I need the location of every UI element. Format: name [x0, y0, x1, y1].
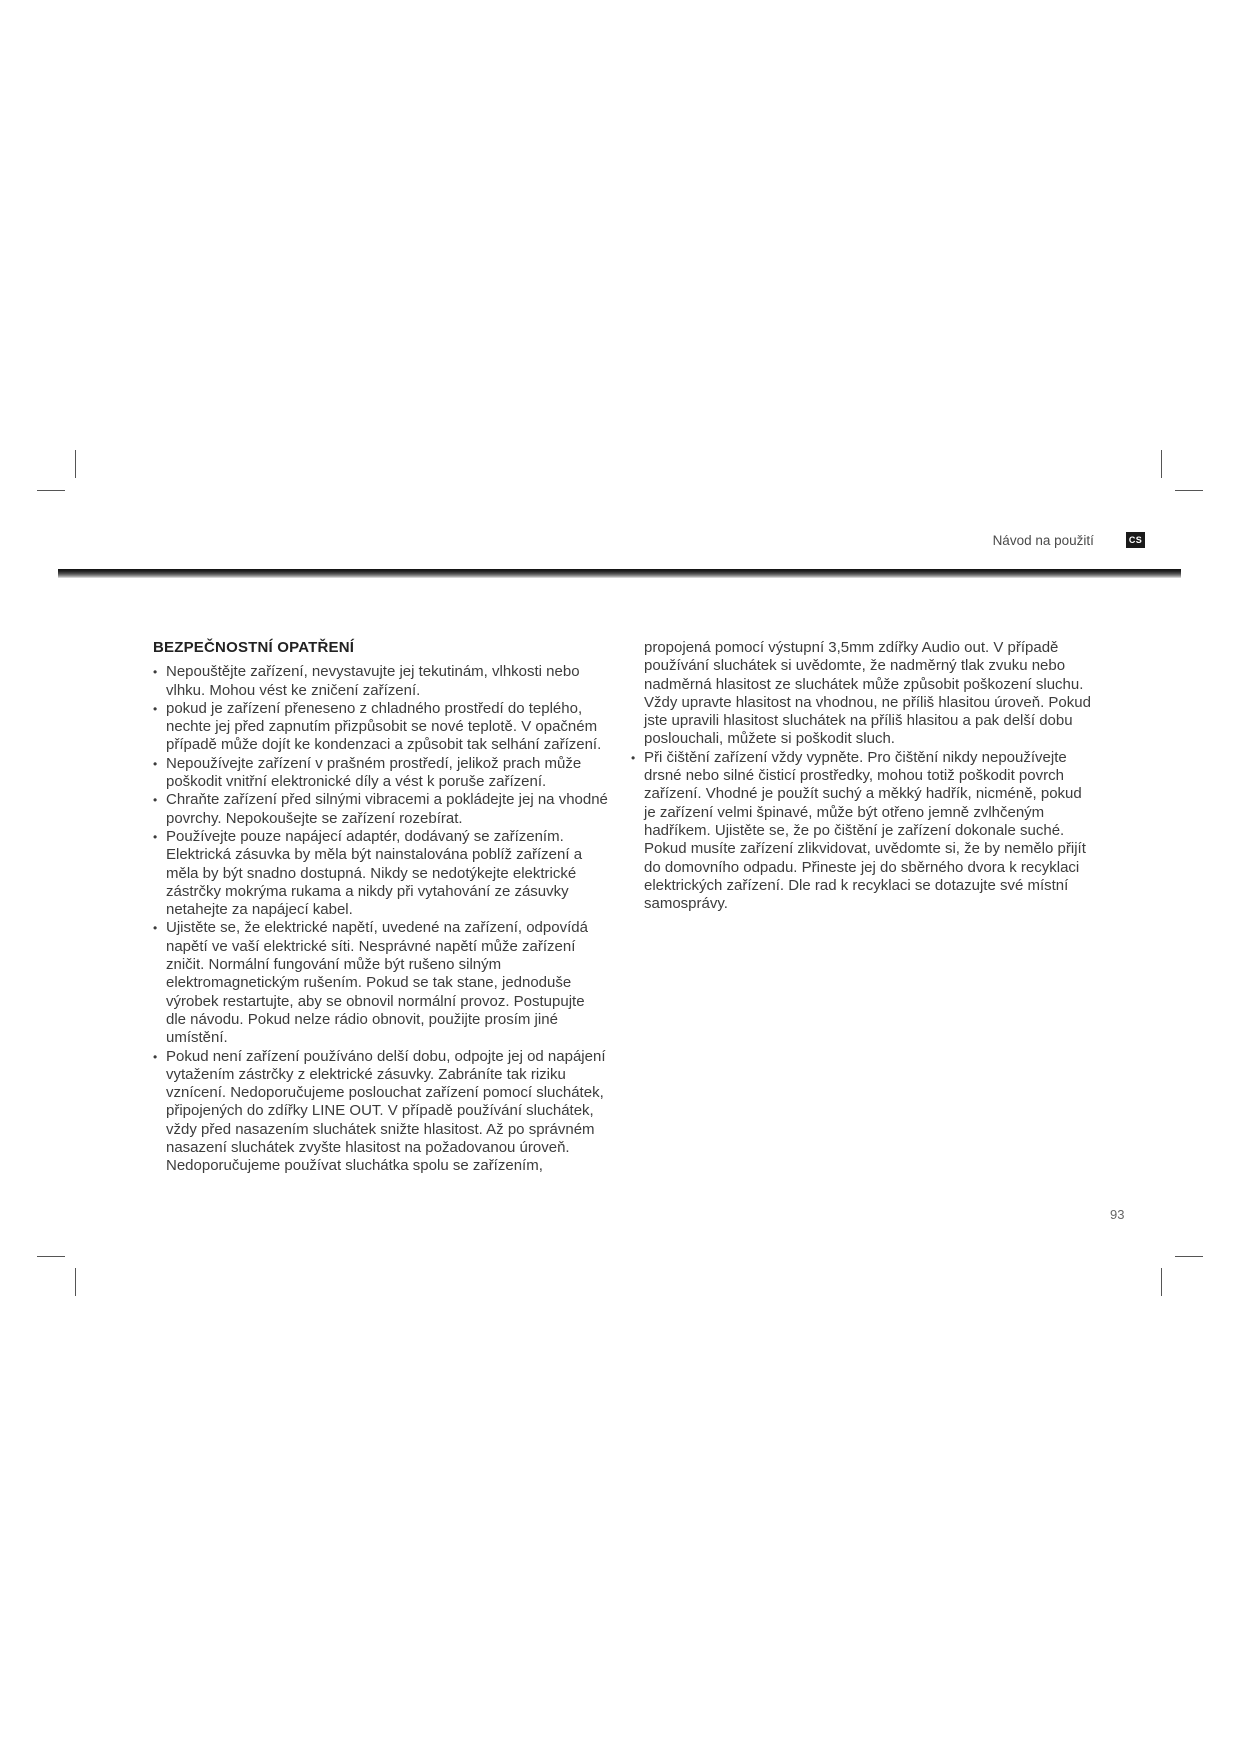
crop-mark-bottom-right-vertical — [1161, 1268, 1162, 1296]
page-number: 93 — [1110, 1207, 1125, 1222]
crop-mark-top-right-vertical — [1161, 450, 1162, 478]
list-item: • Nepouštějte zařízení, nevystavujte jej tekutinám, vlhkosti nebo vlhku. Mohou vést ke zničení zařízení. — [153, 663, 608, 700]
section-heading: BEZPEČNOSTNÍ OPATŘENÍ — [153, 639, 355, 656]
running-title: Návod na použití — [992, 532, 1094, 548]
crop-mark-bottom-left-vertical — [75, 1268, 76, 1296]
list-item: • Chraňte zařízení před silnými vibracemi a pokládejte jej na vhodné povrchy. Nepokoušejte se zařízení rozebírat. — [153, 791, 608, 828]
list-item: • Pokud není zařízení používáno delší dobu, odpojte jej od napájení vytažením zástrčky z elektrické zásuvky. Zabráníte tak riziku vznícení. Nedoporučujeme poslouchat zařízení pomocí sluchátek, připojených do zdířky LINE OUT. V případě používání sluchátek, vždy před nasazením sluchátek snižte hlasitost. Až po správném nasazení sluchátek zvyšte hlasitost na požadovanou úroveň. Nedoporučujeme používat sluchátka spolu se zařízením, — [153, 1048, 608, 1176]
list-item: • Při čištění zařízení vždy vypněte. Pro čištění nikdy nepoužívejte drsné nebo silné čisticí prostředky, mohou totiž poškodit povrch zařízení. Vhodné je použít suchý a měkký hadřík, nicméně, pokud je zařízení velmi špinavé, může být otřeno jemně zvlhčeným hadříkem. Ujistěte se, že po čištění je zařízení dokonale suché. Pokud musíte zařízení zlikvidovat, uvědomte si, že by nemělo přijít do domovního odpadu. Přineste jej do sběrného dvora k recyklaci elektrických zařízení. Dle rad k recyklaci se dotazujte své místní samosprávy. — [631, 749, 1091, 914]
crop-mark-bottom-right-horizontal — [1175, 1256, 1203, 1257]
continued-paragraph: propojená pomocí výstupní 3,5mm zdířky Audio out. V případě používání sluchátek si uvědomte, že nadměrný tlak zvuku nebo nadměrná hlasitost ze sluchátek může způsobit poškození sluchu. Vždy upravte hlasitost na vhodnou, ne příliš hlasitou úroveň. Pokud jste upravili hlasitost sluchátek na příliš hlasitou a pak delší dobu poslouchali, můžete si poškodit sluch. — [644, 639, 1091, 748]
list-item: • Ujistěte se, že elektrické napětí, uvedené na zařízení, odpovídá napětí ve vaší elektrické síti. Nesprávné napětí může zařízení zničit. Normální fungování může být rušeno silným elektromagnetickým rušením. Pokud se tak stane, jednoduše výrobek restartujte, aby se obnovil normální provoz. Postupujte dle návodu. Pokud nelze rádio obnovit, použijte prosím jiné umístění. — [153, 919, 608, 1047]
list-item: • pokud je zařízení přeneseno z chladného prostředí do teplého, nechte jej před zapnutím přizpůsobit se nové teplotě. V opačném případě může dojít ke kondenzaci a způsobit tak selhání zařízení. — [153, 700, 608, 755]
crop-mark-top-left-vertical — [75, 450, 76, 478]
language-badge: CS — [1126, 532, 1145, 548]
safety-list-right — [631, 749, 1091, 914]
running-header — [960, 531, 1145, 549]
crop-mark-bottom-left-horizontal — [37, 1256, 65, 1257]
list-item: • Používejte pouze napájecí adaptér, dodávaný se zařízením. Elektrická zásuvka by měla být nainstalována poblíž zařízení a měla by být snadno dostupná. Nikdy se nedotýkejte elektrické zástrčky mokrýma rukama a nikdy při vytahování ze zásuvky netahejte za napájecí kabel. — [153, 828, 608, 919]
list-item: • Nepoužívejte zařízení v prašném prostředí, jelikož prach může poškodit vnitřní elektronické díly a vést k poruše zařízení. — [153, 755, 608, 792]
crop-mark-top-right-horizontal — [1175, 490, 1203, 491]
crop-mark-top-left-horizontal — [37, 490, 65, 491]
right-column — [631, 639, 1091, 913]
safety-list-left — [153, 663, 608, 1175]
header-rule — [58, 569, 1181, 578]
left-column — [153, 639, 608, 1176]
